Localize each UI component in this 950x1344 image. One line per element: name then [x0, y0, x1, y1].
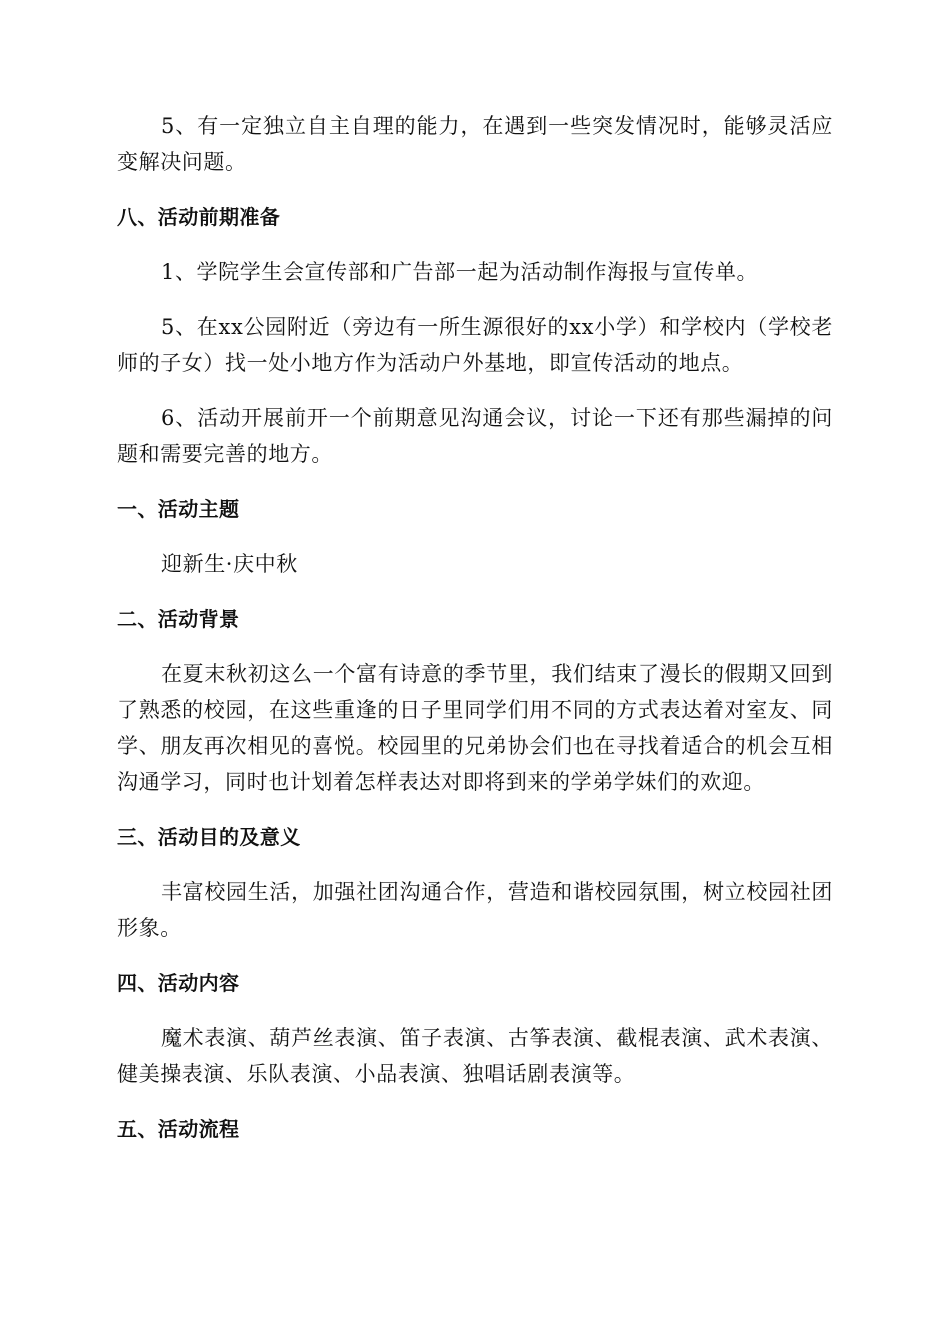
paragraph-posters: 1、学院学生会宣传部和广告部一起为活动制作海报与宣传单。 [161, 260, 759, 284]
paragraph-theme: 迎新生·庆中秋 [161, 552, 298, 576]
paragraph-outdoor-base: 5、在xx公园附近（旁边有一所生源很好的xx小学）和学校内（学校老师的子女）找一处小地方作为活动户外基地，即宣传活动的地点。 [117, 315, 833, 375]
paragraph-background: 在夏末秋初这么一个富有诗意的季节里，我们结束了漫长的假期又回到了熟悉的校园，在这些重逢的日子里同学们用不同的方式表达着对室友、同学、朋友再次相见的喜悦。校园里的兄弟协会们也在寻找着适合的机会互相沟通学习，同时也计划着怎样表达对即将到来的学弟学妹们的欢迎。 [117, 662, 833, 794]
heading-process: 五、活动流程 [117, 1117, 240, 1141]
paragraph-ability: 5、有一定独立自主自理的能力，在遇到一些突发情况时，能够灵活应变解决问题。 [117, 114, 833, 174]
document-body [117, 108, 833, 1166]
heading-theme: 一、活动主题 [117, 497, 240, 521]
heading-purpose: 三、活动目的及意义 [117, 825, 301, 849]
paragraph-meeting: 6、活动开展前开一个前期意见沟通会议，讨论一下还有那些漏掉的问题和需要完善的地方。 [117, 406, 833, 466]
heading-content: 四、活动内容 [117, 971, 240, 995]
heading-preparation: 八、活动前期准备 [117, 205, 281, 229]
paragraph-content: 魔术表演、葫芦丝表演、笛子表演、古筝表演、截棍表演、武术表演、健美操表演、乐队表演、小品表演、独唱话剧表演等。 [117, 1026, 833, 1086]
paragraph-purpose: 丰富校园生活，加强社团沟通合作，营造和谐校园氛围，树立校园社团形象。 [117, 880, 833, 940]
heading-background: 二、活动背景 [117, 607, 240, 631]
